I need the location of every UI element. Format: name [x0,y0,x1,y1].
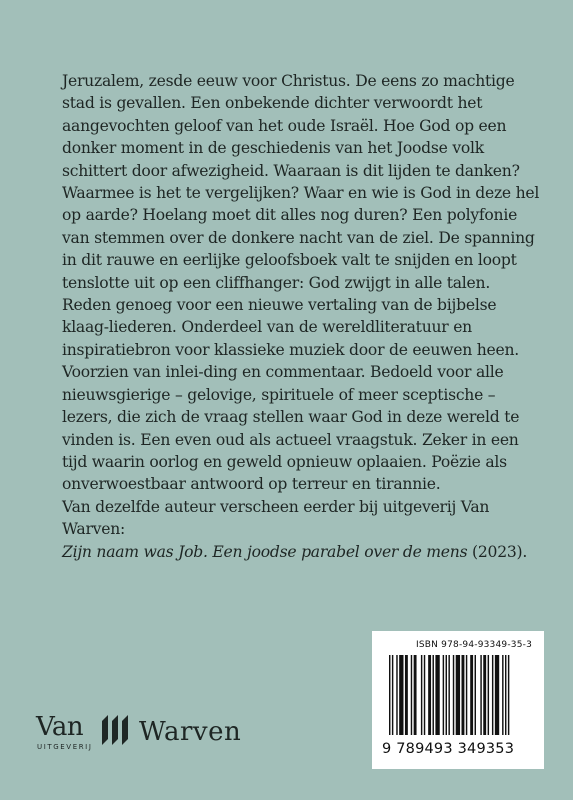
barcode-bar [508,655,509,735]
barcode-bar [411,655,412,735]
barcode-bar [453,655,454,735]
barcode-bar [443,655,444,735]
blurb-paragraph-2: Reden genoeg voor een nieuwe vertaling van de bijbelse klaag-liederen. Onderdeel van de wereldliteratuur en inspiratiebron voor klassieke muziek door de eeuwen heen. Voorzien van inlei-ding en commentaar. Bedoeld voor alle nieuwsgierige – gelovige, spirituele of meer sceptische – lezers, die zich de vraag stellen waar God in deze wereld te vinden is. Een even oud als actueel vraagstuk. Zeker in een tijd waarin oorlog en geweld opnieuw oplaaien. Poëzie als onverwoestbaar antwoord op terreur en tirannie. [62,296,520,494]
barcode-bar [483,655,486,735]
barcode-bar [448,655,449,735]
barcode-bar [433,655,434,735]
barcode-bar [475,655,476,735]
blurb-paragraph-1: Jeruzalem, zesde eeuw voor Christus. De eens zo machtige stad is gevallen. Een onbekende dichter verwoordt het aangevochten geloof van het oude Israël. Hoe God op een donker moment in de geschiedenis van het Joodse volk schittert door afwezigheid. Waaraan is dit lijden te danken? Waarmee is het te vergelijken? Waar en wie is God in deze hel op aarde? Hoelang moet dit alles nog duren? Een polyfonie van stemmen over de donkere nacht van de ziel. De spanning in dit rauwe en eerlijke geloofsboek valt te snijden en loopt tenslotte uit op een cliffhanger: God zwijgt in alle talen. [62,72,540,292]
barcode-bar [466,655,467,735]
barcode-bar [435,655,439,735]
barcode-bar [399,655,403,735]
earlier-work-year: (2023). [467,542,528,561]
publisher-logo [36,712,256,762]
earlier-work-title: Zijn naam was Job. Een joodse parabel over de mens [62,542,468,561]
barcode-bar [414,655,417,735]
barcode-bar [424,655,425,735]
publisher-name-warven: Warven [139,717,242,747]
back-cover-blurb [62,70,542,563]
barcode-bar [405,655,408,735]
barcode-bar [456,655,460,735]
barcode-bar [421,655,422,735]
isbn-label: ISBN 978-94-93349-35-3 [416,640,532,650]
barcode-bar [392,655,393,735]
barcode-bars-icon [389,655,529,743]
barcode-bar [505,655,506,735]
barcode-bar [396,655,397,735]
publisher-tagline: UITGEVERIJ [37,743,93,751]
barcode-bar [480,655,481,735]
barcode-bar [495,655,499,735]
ean-digits: 9 789493 349353 [382,741,515,757]
blurb-paragraph-3 [62,496,542,563]
barcode-bar [428,655,431,735]
barcode-bar [502,655,503,735]
publisher-name-van: Van [36,712,84,742]
barcode-bar [492,655,493,735]
barcode-bar [470,655,473,735]
barcode-bar [462,655,465,735]
isbn-barcode [372,631,544,769]
earlier-work-intro: Van dezelfde auteur verscheen eerder bij uitgeverij Van Warven: [62,497,490,539]
barcode-bar [488,655,489,735]
barcode-bar [389,655,390,735]
publisher-mark-icon [100,715,136,745]
barcode-bar [446,655,447,735]
